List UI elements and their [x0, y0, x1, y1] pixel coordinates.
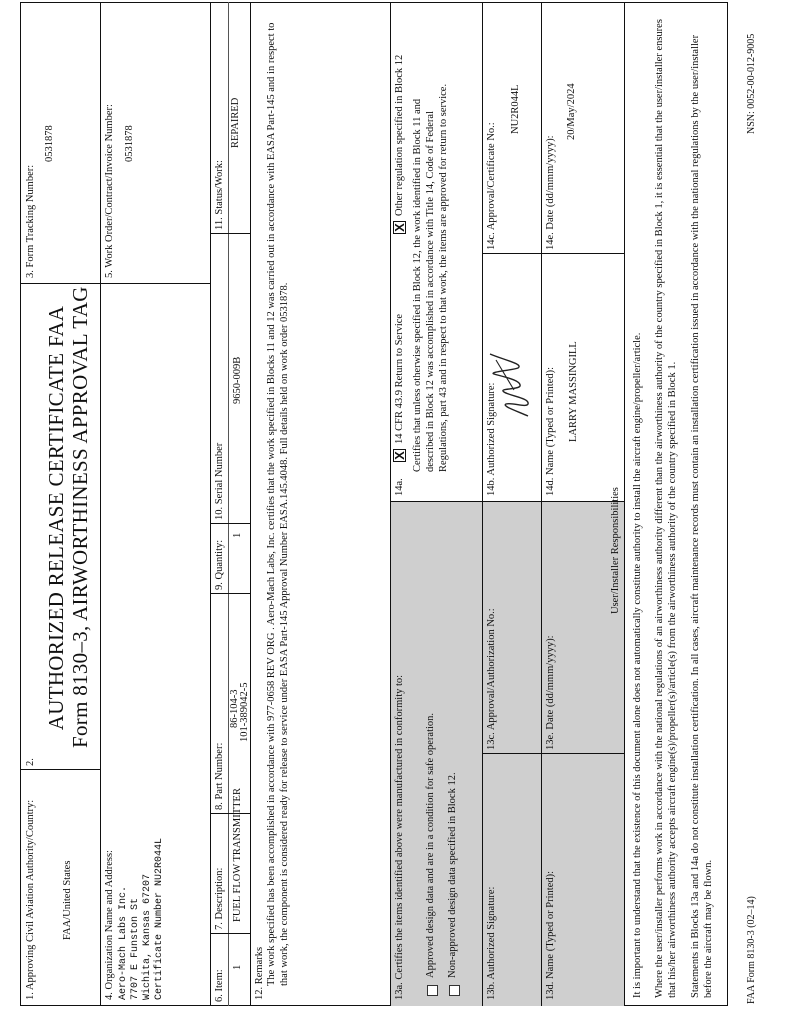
block13b-label: 13b. Authorized Signature:: [486, 886, 497, 1000]
block6-value: 1: [232, 964, 243, 970]
block14e-label: 14e. Date (dd/mmm/yyyy):: [545, 135, 556, 250]
block1-value: FAA/United States: [62, 860, 73, 940]
block14a-cfr-label: 14 CFR 43.9 Return to Service: [394, 313, 405, 444]
block13e-label: 13e. Date (dd/mmm/yyyy):: [545, 635, 556, 750]
responsibilities-paragraph-3: Statements in Blocks 13a and 14a do not constitute installation certification. In all cases, aircraft maintenance records must contain an installation certification issued in accordance with the national regulations by the user/installer before the aircraft may be flown.: [690, 34, 714, 998]
block7-value: FUEL FLOW TRANSMITTER: [232, 788, 243, 922]
block13a-approved-checkbox[interactable]: [427, 985, 438, 996]
org-address-line1: Aero-Mach Labs Inc.: [118, 885, 129, 1000]
block12-label: 12. Remarks: [254, 946, 265, 1000]
block13a-label: 13a. Certifies the items identified above were manufactured in conformity to:: [394, 674, 405, 1000]
block14d-value: LARRY MASSINGILL: [568, 341, 579, 442]
block8-value1: 86-104-3: [229, 689, 240, 728]
form-title-line1: AUTHORIZED RELEASE CERTIFICATE FAA: [44, 305, 68, 731]
block9-label: 9. Quantity:: [214, 539, 225, 590]
block8-value2: 101-389042-5: [239, 682, 250, 742]
org-address-line2: 7707 E Funston St: [130, 897, 141, 1000]
form-number-footer: FAA Form 8130-3 (02–14): [746, 896, 757, 1004]
block2-label: 2.: [25, 758, 36, 766]
block9-value: 1: [232, 532, 243, 538]
block14a-other-label: Other regulation specified in Block 12: [394, 54, 405, 216]
authorized-signature: [484, 350, 540, 420]
responsibilities-paragraph-1: It is important to understand that the existence of this document alone does not automatically constitute authority to install the aircraft engine/propeller/article.: [632, 332, 643, 998]
block14e-value: 20/May/2024: [566, 83, 577, 140]
form-title-line2: Form 8130–3, AIRWORTHINESS APPROVAL TAG: [68, 286, 92, 748]
block5-label: 5. Work Order/Contract/Invoice Number:: [104, 104, 115, 278]
block13a-nonapproved-label: Non-approved design data specified in Block 12.: [447, 772, 458, 978]
block14c-value: NU2R044L: [510, 84, 521, 134]
block10-label: 10. Serial Number: [214, 442, 225, 520]
block14a-other-checkbox[interactable]: X: [393, 221, 406, 234]
block13c-label: 13c. Approval/Authorization No.:: [486, 608, 497, 750]
block14b-label: 14b. Authorized Signature:: [486, 382, 497, 496]
block3-value: 0531878: [44, 125, 55, 162]
block3-label: 3. Form Tracking Number:: [25, 164, 36, 278]
nsn-footer: NSN: 0052-00-012-9005: [746, 33, 757, 134]
block14a-label: 14a.: [394, 478, 405, 496]
block10-value: 9650-009B: [232, 356, 243, 404]
block4-label: 4. Organization Name and Address:: [104, 850, 115, 1000]
remarks-text: The work specified has been accomplished in accordance with 977-0658 REV ORG . Aero-Mach Labs, Inc. certifies that the work specified in Blocks 11 and 12 was carried out in accordance with EASA Part-145 and in respect to that work, the component is considered ready for release to service under EASA Part-145 Approval Number EASA.145.4048. Full details held on work order 0531878.: [266, 22, 290, 986]
block14a-certification-text: Certifies that unless otherwise specified in Block 12, the work identified in Block 11 and described in Block 12 was accomplished in accordance with Title 14, Code of Federal Regulations, part 43 and in respect to that work, the items are approved for return to service.: [412, 83, 449, 472]
block11-label: 11. Status/Work:: [214, 160, 225, 230]
org-address-line4: Certificate Number NU2R044L: [154, 837, 165, 1000]
responsibilities-paragraph-2: Where the user/installer performs work in accordance with the national regulations of an airworthiness authority different than the airworthiness authority of the country specified in Block 1, it is essential that the user/installer ensures that his/her airworthiness authority accepts aircraft engine(s)/propeller(s)/article(s) from the airworthiness authority of the country specified in Block 1.: [654, 19, 678, 998]
org-address-line3: Wichita, Kansas 67207: [142, 873, 153, 1000]
block14a-cfr-checkbox[interactable]: X: [393, 449, 406, 462]
block13a-approved-label: Approved design data and are in a condition for safe operation.: [425, 712, 436, 978]
block13a-nonapproved-checkbox[interactable]: [449, 985, 460, 996]
block1-label: 1. Approving Civil Aviation Authority/Country:: [25, 799, 36, 1000]
block5-value: 0531878: [124, 125, 135, 162]
block11-value: REPAIRED: [230, 97, 241, 148]
block13d-label: 13d. Name (Typed or Printed):: [545, 870, 556, 1000]
block7-label: 7. Description:: [214, 867, 225, 930]
block14d-label: 14d. Name (Typed or Printed):: [545, 366, 556, 496]
block6-label: 6. Item:: [214, 969, 225, 1002]
block8-label: 8. Part Number:: [214, 742, 225, 810]
responsibilities-heading: User/Installer Responsibilities: [610, 487, 621, 614]
block14c-label: 14c. Approval/Certificate No.:: [486, 122, 497, 250]
